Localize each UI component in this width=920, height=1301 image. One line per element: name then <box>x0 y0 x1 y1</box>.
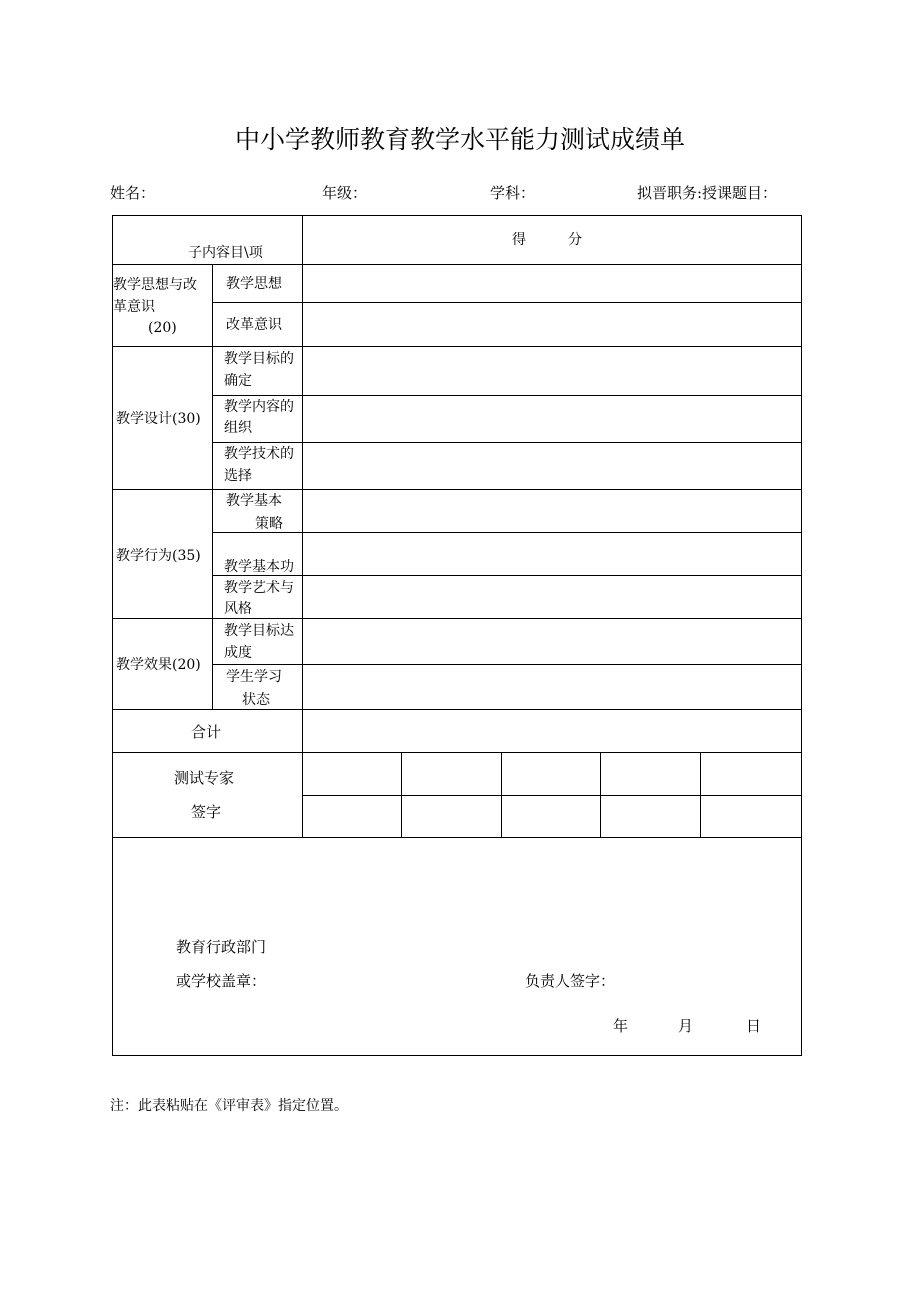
department-label: 教育行政部门 <box>176 938 267 956</box>
section-name: 教学效果(20) <box>116 657 201 673</box>
name-label: 姓名： <box>110 184 156 202</box>
item-label: 教学思想 <box>226 276 282 292</box>
date-month: 月 <box>678 1017 694 1035</box>
item-label: 学生学习 <box>226 669 282 685</box>
expert-label: 测试专家 <box>174 769 235 787</box>
item-label: 教学基本功 <box>224 559 294 575</box>
position-topic-label: 拟晋职务:授课题目： <box>637 184 778 202</box>
score-header: 得 分 <box>512 232 582 248</box>
section-name: 教学设计(30) <box>116 411 201 427</box>
item-label: 风格 <box>224 601 252 617</box>
leader-signature-label: 负责人签字： <box>525 972 616 990</box>
item-label: 状态 <box>242 692 270 708</box>
item-label: 确定 <box>224 373 252 389</box>
grade-label: 年级： <box>322 184 368 202</box>
section-name: 教学行为(35) <box>116 548 201 564</box>
item-label: 教学艺术与 <box>224 580 294 596</box>
corner-header: 子内容目\项 <box>188 245 263 261</box>
item-label: 组织 <box>224 420 252 436</box>
item-label: 教学基本 <box>226 493 282 509</box>
stamp-label: 或学校盖章： <box>176 972 267 990</box>
signature-label: 签字 <box>191 803 222 821</box>
footnote: 注：此表粘贴在《评审表》指定位置。 <box>110 1098 348 1114</box>
date-year: 年 <box>613 1017 629 1035</box>
page-title: 中小学教师教育教学水平能力测试成绩单 <box>234 125 685 154</box>
item-label: 策略 <box>255 516 283 532</box>
item-label: 教学目标的 <box>224 351 294 367</box>
total-label: 合计 <box>191 723 222 741</box>
item-label: 教学目标达 <box>224 623 294 639</box>
section-name-line: 教学思想与改 <box>113 277 197 293</box>
item-label: 改革意识 <box>226 317 282 333</box>
section-name-line: 革意识 <box>113 299 155 315</box>
section-name-line: (20) <box>148 320 177 336</box>
item-label: 教学内容的 <box>224 399 294 415</box>
item-label: 教学技术的 <box>224 446 294 462</box>
date-day: 日 <box>746 1017 762 1035</box>
item-label: 成度 <box>224 645 252 661</box>
subject-label: 学科： <box>490 184 536 202</box>
item-label: 选择 <box>224 468 252 484</box>
